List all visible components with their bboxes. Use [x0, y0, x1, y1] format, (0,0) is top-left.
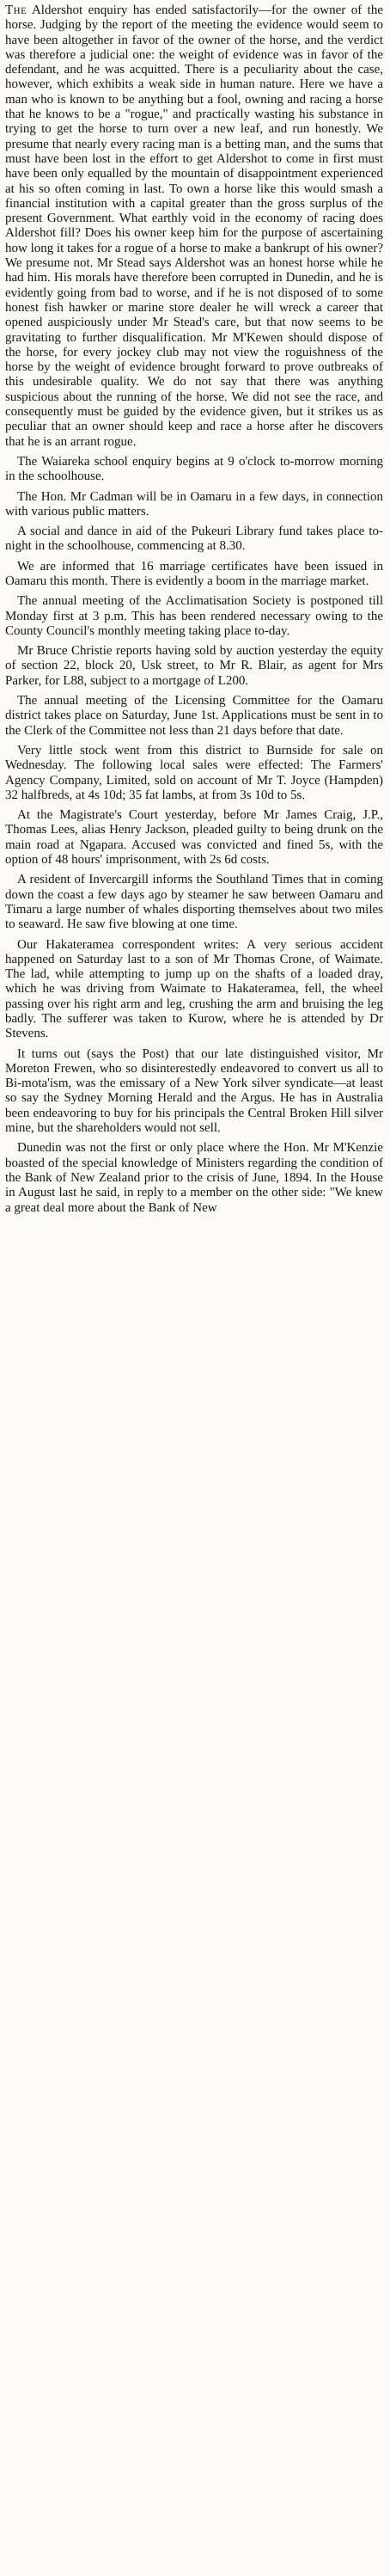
paragraph-marriage-certificates: We are informed that 16 marriage certificates have been issued in Oamaru this month. There is evidently a boom in the marriage market. — [5, 559, 383, 588]
paragraph-dunedin-mkenzie: Dunedin was not the first or only place where the Hon. Mr M'Kenzie boasted of the special knowledge of Ministers regarding the condition of the Bank of New Zealand prior to the crisis of June, 1894. In the House in August last he said, in reply to a member on the other side: "We knew a great deal more about the Bank of New — [5, 1141, 383, 1215]
paragraph-bruce-christie-auction: Mr Bruce Christie reports having sold by auction yesterday the equity of section 22, block 20, Usk street, to Mr R. Blair, as agent for Mrs Parker, for L88, subject to a mortgage of L200. — [5, 644, 383, 688]
paragraph-text: Aldershot enquiry has ended satisfactorily—for the owner of the horse. Judging by the report of the meeting the evidence would seem to have been altogether in favor of the owner of the horse, and the verdict was therefore a judicial one: the weight of evidence was in favor of the defendant, and he was acquitted. There is a peculiarity about the case, however, which exhibits a weak side in human nature. Here we have a man who is known to be anything but a fool, owning and racing a horse that he knows to be a "rogue," and practically wasting his substance in trying to get the horse to turn over a new leaf, and run honestly. We presume that nearly every racing man is a betting man, and the sums that must have been lost in the effort to get Aldershot to come in first must have been only equalled by the mountain of disappointment experienced at his so often coming in last. To own a horse like this would smash a financial institution with a capital greater than the gross surplus of the present Government. What earthly void in the economy of racing does Aldershot fill? Does his owner keep him for the purpose of ascertaining how long it takes for a rogue of a horse to make a bankrupt of his owner? We presume not. Mr Stead says Aldershot was an honest horse while he had him. His morals have therefore been corrupted in Dunedin, and he is evidently going from bad to worse, and if he is not disposed of to some honest fish hawker or marine store dealer he will wreck a career that opened auspiciously under Mr Stead's care, but that now seems to be gravitating to further disqualification. Mr M'Kewen should dispose of the horse, for every jockey club may not view the roguishness of the horse by the weight of evidence brought forward to prove outbreaks of this undesirable quality. We do not say that there was anything suspicious about the running of the horse. We did not see the race, and consequently must be guided by the evidence given, but it strikes us as peculiar that an owner should keep and race a horse after he discovers that he is an arrant rogue. — [5, 3, 383, 449]
paragraph-lead: The — [5, 3, 27, 17]
paragraph-acclimatisation-society: The annual meeting of the Acclimatisation Society is postponed till Monday first at 3 p.m. This has been rendered necessary owing to the County Council's monthly meeting taking place to-day. — [5, 594, 383, 638]
paragraph-licensing-committee: The annual meeting of the Licensing Committee for the Oamaru district takes place on Saturday, June 1st. Applications must be sent in to the Clerk of the Committee not less than 21 days before that date. — [5, 694, 383, 738]
paragraph-burnside-stock: Very little stock went from this district to Burnside for sale on Wednesday. The following local sales were effected: The Farmers' Agency Company, Limited, sold on account of Mr T. Joyce (Hampden) 32 halfbreds, at 4s 10d; 35 fat lambs, at from 3s 10d to 5s. — [5, 743, 383, 802]
paragraph-whales-sighting: A resident of Invercargill informs the Southland Times that in coming down the coast a few days ago by steamer he saw between Oamaru and Timaru a large number of whales disporting themselves about two miles to seaward. He saw five blowing at one time. — [5, 873, 383, 932]
paragraph-moreton-frewen: It turns out (says the Post) that our late distinguished visitor, Mr Moreton Frewen, who so disinterestedly endeavored to convert us all to Bi-mota'ism, was the emissary of a New York silver syndicate—at least so say the Sydney Morning Herald and the Argus. He has in Australia been endeavoring to buy for his principals the Central Broken Hill silver mine, but the shareholders would not sell. — [5, 1046, 383, 1136]
paragraph-magistrates-court: At the Magistrate's Court yesterday, before Mr James Craig, J.P., Thomas Lees, alias Henry Jackson, pleaded guilty to being drunk on the main road at Ngapara. Accused was convicted and fined 5s, with the option of 48 hours' imprisonment, with 2s 6d costs. — [5, 808, 383, 868]
paragraph-aldershot-enquiry — [5, 3, 383, 450]
paragraph-waiareka-school: The Waiareka school enquiry begins at 9 o'clock to-morrow morning in the schoolhouse. — [5, 454, 383, 484]
newspaper-column — [5, 3, 383, 2571]
paragraph-pukeuri-social: A social and dance in aid of the Pukeuri Library fund takes place to-night in the schoolhouse, commencing at 8.30. — [5, 524, 383, 554]
paragraph-hakateramea-accident: Our Hakateramea correspondent writes: A very serious accident happened on Saturday last to a son of Mr Thomas Crone, of Waimate. The lad, while attempting to jump up on the shafts of a loaded dray, which he was driving from Waimate to Hakateramea, fell, the wheel passing over his right arm and leg, crushing the arm and bruising the leg badly. The sufferer was taken to Kurow, where he is attended by Dr Stevens. — [5, 937, 383, 1041]
paragraph-cadman-visit: The Hon. Mr Cadman will be in Oamaru in a few days, in connection with various public matters. — [5, 489, 383, 518]
